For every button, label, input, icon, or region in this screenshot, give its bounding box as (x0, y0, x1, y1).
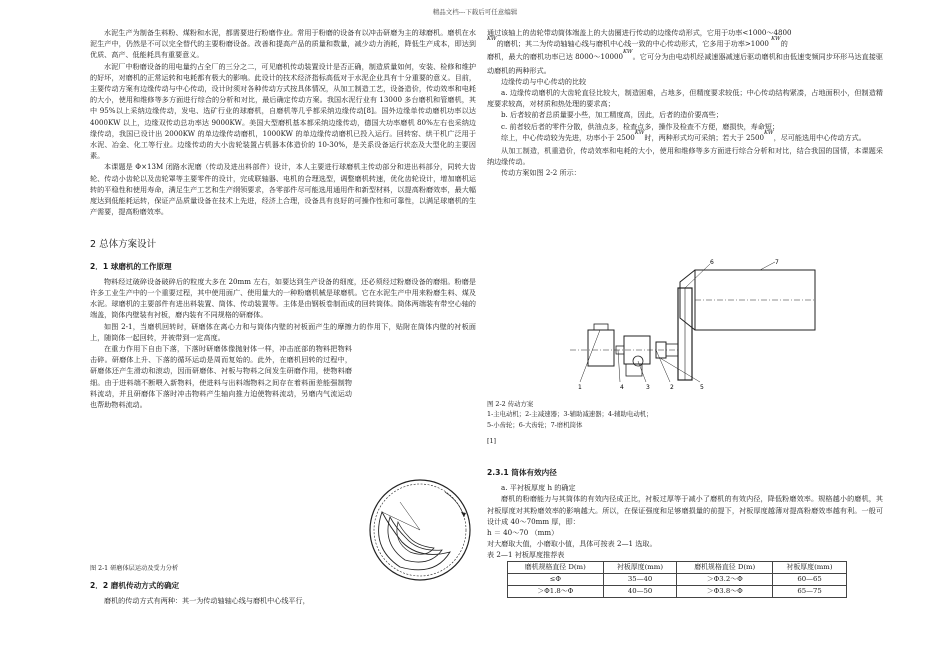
figure-caption: 图 2-1 研磨体层运动及受力分析 (90, 565, 179, 572)
table-cell: ＞Φ1.8～Φ (508, 586, 604, 598)
text-span: 的 (780, 39, 788, 49)
table-header: 衬板厚度(mm) (603, 561, 677, 573)
paragraph (487, 27, 883, 51)
table-header-row (508, 561, 847, 573)
text-span: 综上，中心传动较为先进，功率小于 2500 (501, 132, 635, 142)
callout-label: 3 (646, 384, 650, 391)
table-cell: 35—40 (603, 573, 677, 585)
table-cell: 40—50 (603, 586, 677, 598)
right-column-lower (487, 461, 883, 598)
table-cell: ≤Φ (508, 573, 604, 585)
figure-legend (487, 399, 883, 446)
unit-label: KW (764, 129, 774, 136)
table-cell: 60—65 (773, 573, 847, 585)
callout-label: 1 (578, 384, 582, 391)
left-column (90, 27, 476, 410)
reference-mark: [1] (487, 436, 497, 445)
subsection-heading: 2．1 球磨机的工作原理 (90, 261, 172, 271)
callout-label: 5 (700, 384, 704, 391)
paragraph: 水泥生产为制备生料粉、煤粉和水泥，都需要进行粉磨作业。常用于粉磨的设备有以冲击研磨为主的球磨机。磨机在水泥生产中，仍然是不可以完全替代的主要粉磨设备。改善和提高产品的质量和数量，减少动力消耗，降低生产成本，即达到优质、高产、低能耗具有重要意义。 (90, 28, 476, 60)
paragraph (487, 51, 883, 75)
paragraph: c. 前者较后者的零件分散，供油点多，检查点多，操作及检查不方便，磨损快，寿命短； (501, 121, 780, 131)
text-span: 。它可分为由电动机经减速器减速后驱动磨机和由低速变频同步环形马达直接驱动磨机的两种形式。 (487, 52, 884, 75)
callout-label: 2 (670, 384, 674, 391)
callout-label: 6 (710, 259, 714, 266)
table-header: 衬板厚度(mm) (773, 561, 847, 573)
callout-label: 7 (775, 259, 779, 266)
right-column (487, 27, 883, 179)
table-row (508, 573, 847, 585)
paragraph: 在重力作用下自由下落，下落时研磨体像抛射体一样，冲击底部的物料把物料击碎。研磨体上升、下落的循环运动是周而复始的。此外，在磨机回转的过程中，研磨体还产生滑动和滚动，因而研磨体、衬板与物料之间发生研磨作用，使物料磨细。由于进料端不断喂入新物料，使进料与出料端物料之间存在着料面差能强制物料流动，并且研磨体下落时冲击物料产生轴向推力迫使物料流动，另磨内气流运动也帮助物料流动。 (90, 344, 352, 410)
transmission-scheme-figure (560, 258, 820, 393)
paragraph: 对大磨取大值，小磨取小值，具体可按表 2—1 选取。 (487, 539, 657, 549)
legend-line: 5-小齿轮；6-大齿轮；7-磨机筒体 (487, 420, 583, 429)
paragraph: 磨机的传动方式有两种：其一为传动轴轴心线与磨机中心线平行， (104, 596, 310, 606)
text-span: 时，两种形式均可采纳；若大于 2500 (644, 132, 765, 142)
unit-label: KW (771, 36, 781, 43)
table-cell: 65—75 (773, 586, 847, 598)
unit-label: KW (634, 129, 645, 136)
grinding-media-figure (360, 472, 478, 582)
section-heading: 2 总体方案设计 (90, 239, 157, 251)
liner-thickness-table (507, 561, 847, 599)
paragraph: a. 平衬板厚度 h 的确定 (501, 483, 576, 493)
figure-caption: 图 2-2 传动方案 (487, 400, 534, 408)
paragraph: 水泥厂中粉磨设备的用电量约占全厂的三分之二，可见磨机传动装置设计是否正确，制造质量如何，安装、检修和维护的好坏，对磨机的正常运转和电耗都有极大的影响。此设计的技术经济指标高低对于水泥企业具有十分重要的意义。目前，主要传动方案有边缘传动与中心传动，设计时须对各种传动方式按具体情况，从加工制造工艺，设备造价，传动效率和电耗的大小，使用和维修等多方面进行综合的分析和对比，最后确定传动方案。我国水泥行业有 13000 多台磨机和管磨机，其中 95%以上采纳边缘传动，发电、选矿行业的球磨机，自磨机等几乎都采纳边缘传动[8]。国外边缘单传动磨机功率以达 4000KW 以上，边缘双传动总功率达 9000KW。美国大型磨机基本都采纳边缘传动，德国大功率磨机 80%左右也采纳边缘传动，我国已设计出 2000KW 的单边缘传动磨机，1000KW 的单边缘传动磨机已投入运行。回转窑、烘干机广泛用于水泥、冶金、化工等行业。边缘传动的大小齿轮装置占机器本体造价的 10-30%，是关系设备运行状态及大型化的主要因素。 (90, 61, 476, 161)
table-cell: ＞Φ3.8～Φ (677, 586, 773, 598)
unit-label: KW (487, 36, 497, 43)
text-span: 的磨机；其二为传动轴轴心线与磨机中心线一致的中心传动形式，它多用于功率>1000 (496, 39, 769, 49)
table-header: 磨机规格直径 D(m) (677, 561, 773, 573)
paragraph: a. 边缘传动磨机的大齿轮直径比较大，制造困难，占地多，但精度要求较低；中心传动结构紧凑，占地面积小，但制造精度要求较高，对材质和热处理的要求高； (487, 88, 883, 109)
paragraph: b. 后者较前者总质量要小些，加工精度高，因此，后者的造价要高些； (501, 110, 723, 120)
page-header: 精品文档---下载后可任意编辑 (432, 8, 518, 16)
text-span: 通过该轴上的齿轮带动筒体端盖上的大齿圈进行传动的边缘传动形式，它用于功率<1000～4800 (487, 28, 792, 37)
subsection-heading: 2．2 磨机传动方式的确定 (90, 581, 180, 590)
table-header: 磨机规格直径 D(m) (508, 561, 604, 573)
left-column-lower (90, 580, 476, 606)
paragraph (487, 129, 883, 145)
paragraph: 边缘传动与中心传动的比较 (501, 76, 587, 86)
text-span: ，尽可能选用中心传动方式。 (773, 132, 866, 142)
paragraph: 物料经过破碎设备破碎后的粒度大多在 20mm 左右，如要达到生产设备的细度，还必须经过粉磨设备的磨细。粉磨是许多工业生产中的一个重要过程，其中使用面广、使用量大的一种粉磨机械是球磨机。它在水泥生产中用来粉磨生料、煤及水泥。球磨机的主要部件有进出料装置、筒体、传动装置等。主体是由钢板卷制而成的回转筒体。筒体两端装有带空心轴的端盖，筒体内壁装有衬板，磨内装有不同规格的研磨体。 (90, 276, 476, 320)
text-span: 磨机，最大的磨机功率已达 8000～10000 (487, 52, 624, 62)
table-cell: ＞Φ3.2～Φ (677, 573, 773, 585)
paragraph: 如图 2-1，当磨机回转时，研磨体在离心力和与筒体内壁的衬板面产生的摩擦力的作用下，贴附在筒体内壁的衬板面上，随筒体一起回转，并被带到一定高度。 (90, 321, 476, 342)
formula: h ＝ 40～70 （mm） (487, 528, 559, 538)
table-title: 表 2—1 衬板厚度推荐表 (487, 550, 565, 560)
table-row (508, 586, 847, 598)
callout-label: 4 (620, 384, 624, 391)
subsection-heading: 2.3.1 筒体有效内径 (487, 468, 557, 477)
paragraph: 传动方案如图 2-2 所示： (501, 168, 581, 178)
legend-line: 1-主电动机；2-主减速器；3-辅助减速器；4-辅助电动机； (487, 410, 653, 419)
paragraph: 磨机的粉磨能力与其筒体的有效内径成正比，衬板过厚等于减小了磨机的有效内径，降低粉磨效率。规格越小的磨机，其衬板厚度对其粉磨效率的影响越大。所以，在保证强度和足够磨损量的前提下，衬板厚度越薄对提高粉磨效率越有利。一般可设计成 40～70mm 厚，即： (487, 494, 883, 526)
unit-label: KW (623, 49, 633, 56)
paragraph: 从加工制造，机重造价，传动效率和电耗的大小，使用和维修等多方面进行综合分析和对比，结合我国的国情，本课题采纳边缘传动。 (487, 146, 883, 167)
paragraph: 本课题是 Φ×13M 闭路水泥磨（传动及进出料部件）设计，本人主要进行球磨机主传动部分和进出料部分，同转大齿轮、传动小齿轮以及齿轮罩等主要零件的设计，完成联轴器、电机的合理选型，调整磨机转速，优化齿轮设计，增加磨机运转的平稳性和使用寿命，满足生产工艺和生产纲领要求，各零部件尽可能选用通用件和新型材料，以提高粉磨效率，最大幅度达到低能耗运转，保证产品质量设备在技术上先进，经济上合理，设备具有良好的可操作性和可靠性，以满足球磨机的生产需要，提高粉磨效率。 (90, 162, 476, 217)
